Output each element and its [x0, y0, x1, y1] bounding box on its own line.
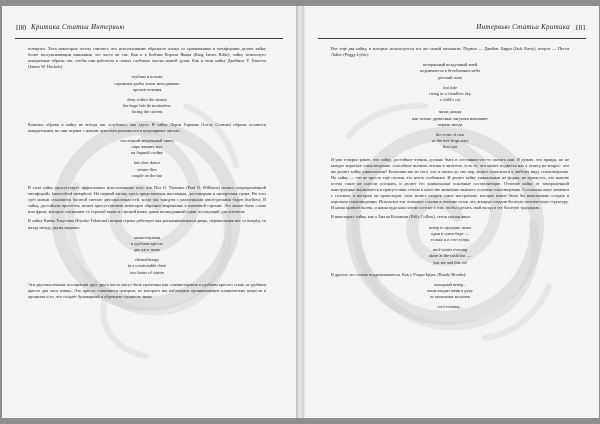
poem-line: alone at the sushi bar —	[428, 253, 472, 259]
haiku-poem	[28, 138, 266, 179]
poem-line: in a comfortable chair	[127, 263, 167, 269]
section-names: Критика Статьи Интервью	[31, 23, 125, 31]
page-number: 101	[574, 23, 586, 32]
haiku-poem	[331, 62, 569, 103]
haiku-poem	[331, 282, 569, 311]
poem-line: только я и этот угорь	[430, 236, 470, 242]
poem-line: first star	[442, 144, 458, 150]
page-number: 100	[15, 23, 27, 32]
right-page-content	[331, 46, 569, 317]
paragraph: В хайку Киёко Токутоми (Kiyoko Tokutomi) вторая строка действует как раскачивающиеся дверь, переносящая нас то вперёд, то назад между двумя мирами:	[28, 218, 266, 230]
poem-line: as the tree frogs start	[431, 138, 469, 144]
poem-line: the scent of rain	[436, 132, 464, 138]
poem-line: детский плач	[437, 74, 463, 80]
poem-line: пара зимних мух	[131, 143, 163, 149]
paragraph: Конечно образы в хайку не всегда так «глубоки», как здесь. В хайку Лероя Гормана (Leroy Gorman) образы остаются конкретными, но они играют с нашим чувством реальности в популярных числах:	[28, 121, 266, 133]
poem-line: вечер в середине зимы	[429, 224, 471, 230]
poem-line: the huge fish lie motionless	[123, 103, 171, 109]
poem-line: couple on the bar	[131, 172, 163, 178]
section-names: Интервью Статьи Критика	[476, 23, 570, 31]
left-page	[2, 6, 297, 418]
left-page-header	[15, 20, 283, 39]
poem-line: два часа зимы	[133, 247, 161, 253]
right-page-header	[318, 20, 586, 39]
poem-line: last slow dance	[133, 160, 161, 166]
left-page-content	[28, 46, 266, 303]
poem-line: lost kite	[443, 84, 457, 90]
paragraph: Эти двусмысленные ассоциации друг друга часто могут быть прочтены как «химиотерапия в удобном кресле» и как «в удобном кресле два часа зимы». Это кресло становится центром, из которого мы наблюдаем проникновение клинических веществ в организм и то, что создаёт бульварный и образную сущность зимы.	[28, 281, 266, 300]
poem-line: rising in a cloudless sky	[429, 91, 471, 96]
poem-line: холодный вечер...	[433, 281, 467, 287]
poem-line: чаша входит меня в руку	[427, 288, 473, 294]
book-gutter	[296, 6, 304, 418]
paragraph: В некоторых хайку, как у Билли Коллинза (Billy Collins), сезон указан явно:	[331, 214, 472, 220]
poem-line: two hours of winter	[129, 269, 165, 275]
poem-line: deep within the stream	[127, 96, 167, 102]
poem-line: потерянный воздушный змей	[422, 62, 478, 68]
paragraph: В этом хайку присутствует эффективное использование того, что Пол О. Уильямс (Paul O. Williams) назвал «неразрешённой метафорой» (unresolved metaphor). На первый взгляд здесь представлены настоящая, достоверная и интересная сцена. Но этот срез жизни становится богатой смесью двусмысленностей, когда мы танцуем с различными завсегдатаями баров (barflies). В хайку, достойном простоты, может присутствовать некоторое образное выражение в ключевой строчке. Это может быть слово или фраза, которые соединяют со строкой выше и строкой ниже, давая неожиданный сдвиг ассоциаций для читателя.	[28, 185, 266, 215]
poem-line: winter flies	[137, 166, 157, 172]
poem-line: поднимается в безоблачное небо	[419, 68, 481, 74]
poem-line: химиотерапия	[133, 234, 161, 240]
poem-line: огромные рыбы лежат неподвижно	[114, 80, 180, 86]
poem-line: запах дождя	[438, 109, 462, 115]
haiku-poem	[331, 109, 569, 150]
poem-line: как только древесные лягушки начинают	[412, 115, 488, 121]
poem-line: cool evening...	[437, 304, 463, 310]
poem-line: chemotherapy	[134, 257, 160, 263]
poem-line: на барной стойке	[131, 150, 163, 156]
poem-line: первая звезда	[437, 121, 463, 127]
poem-line: глубоко в потоке	[131, 74, 163, 80]
paragraph: потерпел. Хотя некоторые поэты считают, что использование образного языка со сравнениями и метафорами делает хайку более заслуживающим внимания, это часто не так. Как и в Библии Короля Якова (King James Bible), хайку использует конкретные образы так, чтобы они работали в самых глубоких частях нашей души. Как в этом хайку Джеймса У. Хэкетта (James W. Hackett):	[28, 46, 266, 70]
poem-line: один в суши-баре —	[431, 230, 469, 236]
poem-line: mid-winter evening	[432, 247, 468, 253]
poem-line: в удобном кресле	[130, 240, 164, 246]
poem-line: just me and this eel	[433, 259, 467, 265]
haiku-poem	[28, 74, 266, 115]
paragraph: В других это только подразумевается. Как у Рэнди Брукс (Randy Brooks):	[331, 271, 467, 277]
paragraph: Вот ещё два хайку, в которых используется тот же самый механизм. Первое — Джеймс Барри (Jack Barry), второе — Пегги Лайлс (Peggy Lyles):	[331, 46, 569, 58]
poem-line: против течения	[132, 86, 162, 92]
haiku-poem	[331, 225, 569, 266]
poem-line: a child's cry	[439, 97, 461, 103]
poem-line: от молочных молочек	[429, 294, 471, 300]
poem-line: facing the current	[131, 109, 163, 115]
poem-line: последний медленный танец	[120, 137, 174, 143]
haiku-poem	[28, 235, 266, 276]
paragraph: Я уже говорил ранее, что хайку, достойное чтения, должно быть в состоянии что-то сказать нам. Я думаю, что правда, но не каждое короткое стихотворение, способное вызвать отклик в читателе, есть то, что может подвести нас к ответу на вопрос: что же делает хайку уникальным? Большинство из того, что я сказал до сих пор, может относиться к любому виду стихотворения. Но хайку — это не просто ещё поэзия, это нечто особенное. И делает хайку уникальным не форма, не краткость, что многие поэты такое не смогли осознать, и делает его уникальным основные составляющие. Отличие хайку от замороженной конструкции заключается в присутствии сезона в качестве жизненно важного условия стихотворения. Составляя опыт момента с сезоном, в котором он происходит, поэт может создать такое настроение, которое иначе было бы невозможно создать в коротком стихотворении. Используя эти сезонные ссылки в течение сотен лет, японцы создали богатую поэтическую структуру. И наша правительства, и наши куда нам потом состоят в том, чтобы сделать свой вклад в эту богатую традицию.	[331, 156, 569, 211]
right-page	[304, 6, 599, 418]
